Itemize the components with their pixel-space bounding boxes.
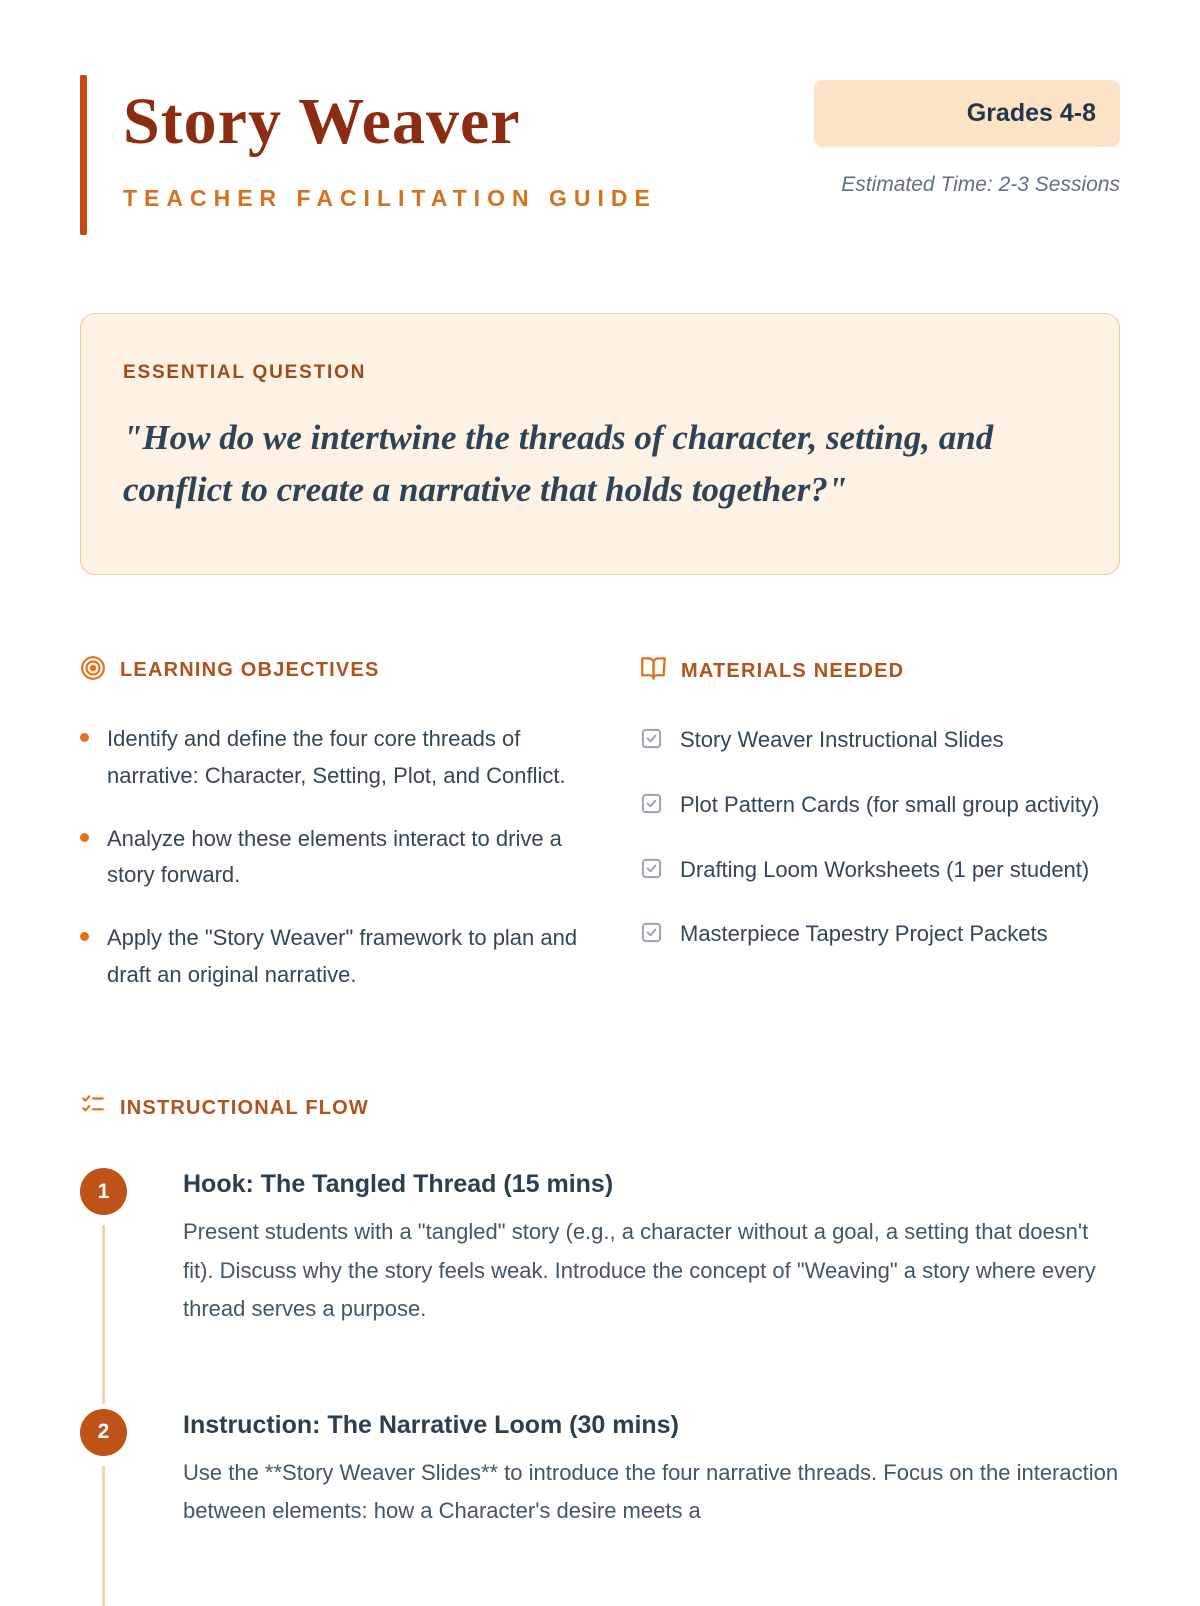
objectives-list xyxy=(80,721,585,995)
material-text: Drafting Loom Worksheets (1 per student) xyxy=(680,856,1090,882)
checkbox-icon xyxy=(640,727,663,759)
page-title: Story Weaver xyxy=(123,85,521,158)
list-item xyxy=(640,722,1120,759)
essential-question-label: ESSENTIAL QUESTION xyxy=(123,362,367,383)
learning-objectives-section xyxy=(80,655,585,1021)
step-number-badge: 1 xyxy=(80,1168,127,1215)
step-body: Use the **Story Weaver Slides** to introduce the four narrative threads. Focus on the interaction between elements: how a Character's desire meets a xyxy=(183,1459,1119,1524)
step-connector-line xyxy=(102,1225,105,1404)
materials-needed-heading-label: MATERIALS NEEDED xyxy=(681,659,905,682)
target-icon xyxy=(80,655,106,687)
instructional-flow-heading xyxy=(80,1092,1120,1124)
instructional-flow-heading-label: INSTRUCTIONAL FLOW xyxy=(120,1096,369,1119)
open-book-icon xyxy=(640,655,667,688)
header-meta xyxy=(814,75,1120,197)
accent-bar xyxy=(80,75,87,235)
essential-question-text: "How do we intertwine the threads of character, setting, and conflict to create a narrative that holds together?" xyxy=(123,418,994,509)
materials-list xyxy=(640,722,1120,954)
list-item xyxy=(80,821,585,895)
list-item xyxy=(640,787,1120,824)
step-title: Instruction: The Narrative Loom (30 mins) xyxy=(183,1410,679,1439)
step-body: Present students with a "tangled" story (e.g., a character without a goal, a setting that doesn't fit). Discuss why the story feels weak. Introduce the concept of "Weaving" a story where every thread serves a purpose. xyxy=(183,1219,1096,1322)
list-item xyxy=(80,920,585,994)
objective-text: Analyze how these elements interact to drive a story forward. xyxy=(107,825,562,888)
list-item xyxy=(640,916,1120,953)
flow-step-2 xyxy=(80,1411,1120,1531)
flow-step-1 xyxy=(80,1170,1120,1329)
step-title: Hook: The Tangled Thread (15 mins) xyxy=(183,1170,614,1199)
step-connector-line xyxy=(102,1466,105,1606)
materials-needed-section xyxy=(640,655,1120,1021)
objective-text: Identify and define the four core threads of narrative: Character, Setting, Plot, and Conflict. xyxy=(107,725,566,788)
checkbox-icon xyxy=(640,921,663,953)
checklist-icon xyxy=(80,1092,106,1124)
two-column-section xyxy=(80,655,1120,1021)
list-item xyxy=(80,721,585,795)
bullet-icon xyxy=(80,733,89,742)
steps-list xyxy=(80,1170,1120,1531)
objective-text: Apply the "Story Weaver" framework to plan and draft an original narrative. xyxy=(107,925,578,988)
materials-needed-heading xyxy=(640,655,1120,688)
header xyxy=(80,75,1120,235)
grade-badge: Grades 4-8 xyxy=(814,80,1120,147)
step-number-badge: 2 xyxy=(80,1409,127,1456)
material-text: Masterpiece Tapestry Project Packets xyxy=(680,921,1048,947)
header-title-group xyxy=(80,75,657,235)
list-item xyxy=(640,852,1120,889)
material-text: Plot Pattern Cards (for small group activity) xyxy=(680,791,1100,817)
bullet-icon xyxy=(80,833,89,842)
essential-question-box xyxy=(80,313,1120,575)
learning-objectives-heading-label: LEARNING OBJECTIVES xyxy=(120,659,380,682)
learning-objectives-heading xyxy=(80,655,585,687)
material-text: Story Weaver Instructional Slides xyxy=(680,726,1004,752)
estimated-time: Estimated Time: 2-3 Sessions xyxy=(841,173,1120,196)
bullet-icon xyxy=(80,932,89,941)
instructional-flow-section xyxy=(80,1092,1120,1531)
checkbox-icon xyxy=(640,792,663,824)
page-subtitle: TEACHER FACILITATION GUIDE xyxy=(123,185,657,211)
checkbox-icon xyxy=(640,857,663,889)
